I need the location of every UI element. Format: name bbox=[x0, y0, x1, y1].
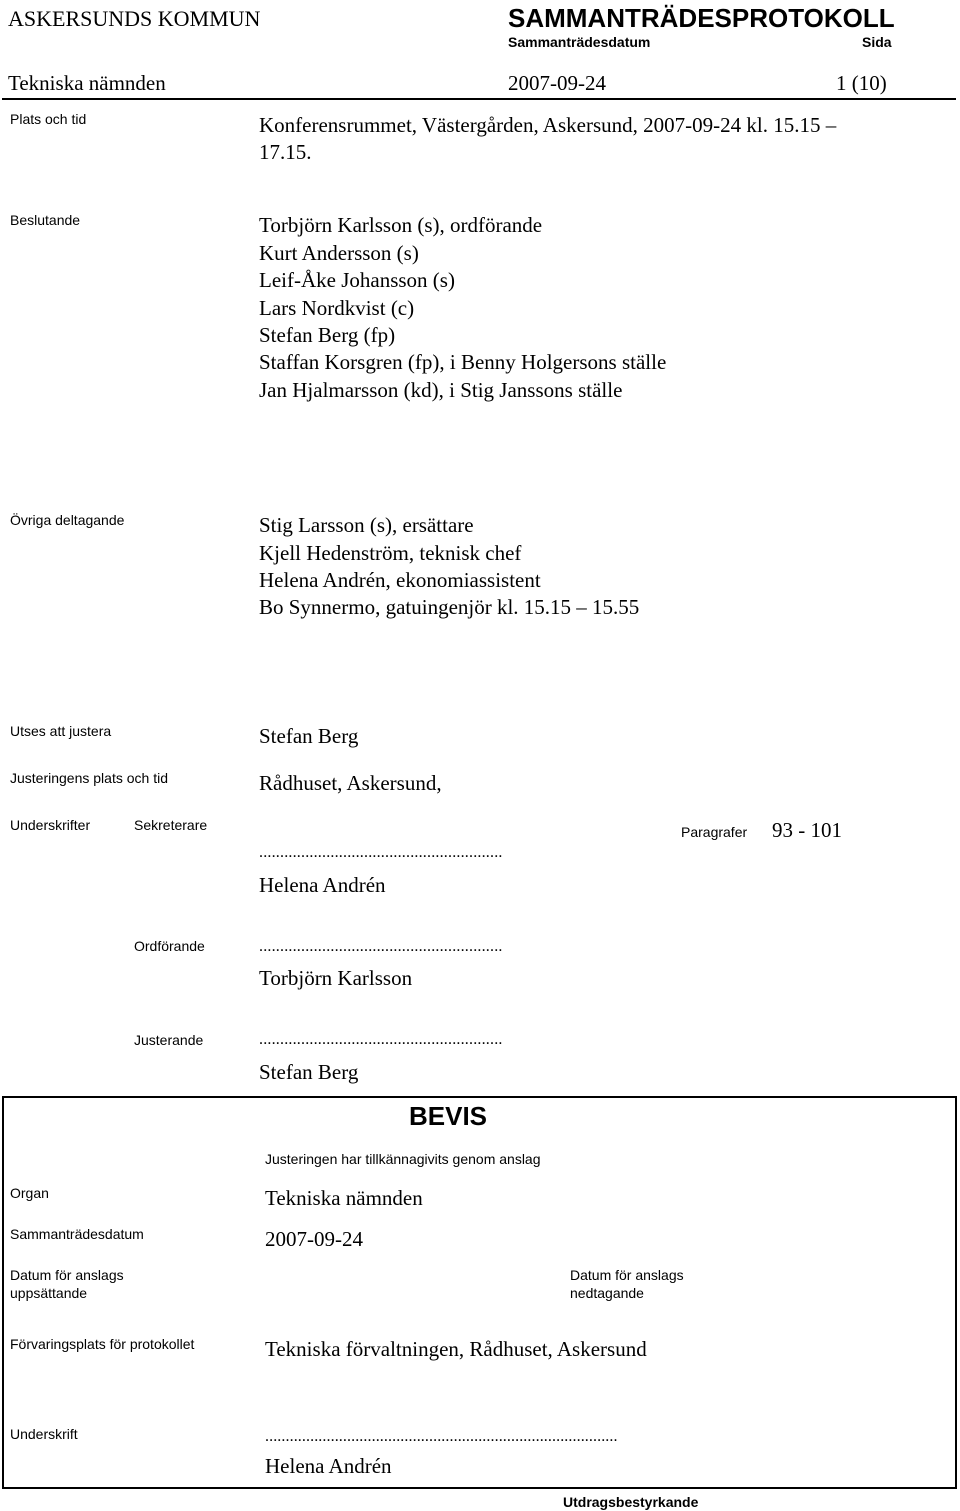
posted-label-line-2: uppsättande bbox=[10, 1285, 88, 1301]
adjust-label: Utses att justera bbox=[10, 723, 112, 739]
place-line-1: Konferensrummet, Västergården, Askersund, 2007-09-24 kl. 15.15 – bbox=[259, 113, 837, 137]
posted-label: Datum för anslags bbox=[10, 1267, 124, 1283]
storage-value: Tekniska förvaltningen, Rådhuset, Askersund bbox=[265, 1337, 647, 1361]
deciding-member: Torbjörn Karlsson (s), ordförande bbox=[259, 213, 543, 237]
date-label: Sammanträdesdatum bbox=[508, 34, 651, 50]
organ-value: Tekniska nämnden bbox=[265, 1186, 423, 1210]
adjuster-label: Justerande bbox=[134, 1032, 204, 1048]
storage-label: Förvaringsplats för protokollet bbox=[10, 1336, 195, 1352]
chair-label: Ordförande bbox=[134, 938, 205, 954]
signature-label: Underskrift bbox=[10, 1426, 78, 1442]
deciding-member: Lars Nordkvist (c) bbox=[259, 296, 415, 320]
place-label: Plats och tid bbox=[10, 111, 87, 127]
removed-label: Datum för anslags bbox=[570, 1267, 684, 1283]
proof-signature-name: Helena Andrén bbox=[265, 1454, 392, 1478]
other-participant: Bo Synnermo, gatuingenjör kl. 15.15 – 15.55 bbox=[259, 595, 640, 619]
municipality-name: ASKERSUNDS KOMMUN bbox=[8, 6, 261, 31]
signature-line: .......................................................... bbox=[259, 938, 503, 955]
other-participant: Stig Larsson (s), ersättare bbox=[259, 513, 474, 537]
page-label: Sida bbox=[862, 34, 892, 50]
proof-left-border bbox=[2, 1096, 4, 1488]
proof-title: BEVIS bbox=[409, 1101, 488, 1131]
signature-line: .......................................................... bbox=[259, 1031, 503, 1048]
adjuster-name: Stefan Berg bbox=[259, 1060, 359, 1084]
protocol-title: SAMMANTRÄDESPROTOKOLL bbox=[508, 3, 895, 33]
adjuster-value: Stefan Berg bbox=[259, 724, 359, 748]
removed-label-line-2: nedtagande bbox=[570, 1285, 644, 1301]
body-name: Tekniska nämnden bbox=[8, 71, 166, 95]
secretary-label: Sekreterare bbox=[134, 817, 208, 833]
deciding-member: Kurt Andersson (s) bbox=[259, 241, 419, 265]
chair-name: Torbjörn Karlsson bbox=[259, 966, 413, 990]
page-number: 1 (10) bbox=[836, 71, 887, 95]
deciding-member: Leif-Åke Johansson (s) bbox=[259, 268, 455, 292]
adjust-place-label: Justeringens plats och tid bbox=[10, 770, 168, 786]
deciding-label: Beslutande bbox=[10, 212, 81, 228]
proof-signature-line: ...................................................................................... bbox=[265, 1428, 618, 1445]
other-participant: Helena Andrén, ekonomiassistent bbox=[259, 568, 541, 592]
deciding-member: Staffan Korsgren (fp), i Benny Holgersons ställe bbox=[259, 350, 667, 374]
paragraphs-value: 93 - 101 bbox=[772, 818, 842, 842]
signature-line: .......................................................... bbox=[259, 844, 503, 861]
organ-label: Organ bbox=[10, 1185, 49, 1201]
extract-certifier-label: Utdragsbestyrkande bbox=[563, 1494, 699, 1510]
signatures-label: Underskrifter bbox=[10, 817, 91, 833]
paragraphs-label: Paragrafer bbox=[681, 824, 748, 840]
meeting-date: 2007-09-24 bbox=[508, 71, 606, 95]
deciding-member: Stefan Berg (fp) bbox=[259, 323, 396, 347]
proof-date-value: 2007-09-24 bbox=[265, 1227, 363, 1251]
header-divider bbox=[2, 98, 956, 100]
adjust-place-value: Rådhuset, Askersund, bbox=[259, 771, 442, 795]
deciding-member: Jan Hjalmarsson (kd), i Stig Janssons ställe bbox=[259, 378, 623, 402]
proof-notice: Justeringen har tillkännagivits genom anslag bbox=[265, 1151, 541, 1167]
other-participant: Kjell Hedenström, teknisk chef bbox=[259, 541, 522, 565]
secretary-name: Helena Andrén bbox=[259, 873, 386, 897]
place-line-2: 17.15. bbox=[259, 140, 312, 164]
proof-top-border bbox=[2, 1096, 956, 1098]
proof-bottom-border bbox=[2, 1487, 957, 1489]
proof-date-label: Sammanträdesdatum bbox=[10, 1226, 144, 1242]
others-label: Övriga deltagande bbox=[10, 512, 125, 528]
proof-right-border bbox=[955, 1096, 957, 1488]
